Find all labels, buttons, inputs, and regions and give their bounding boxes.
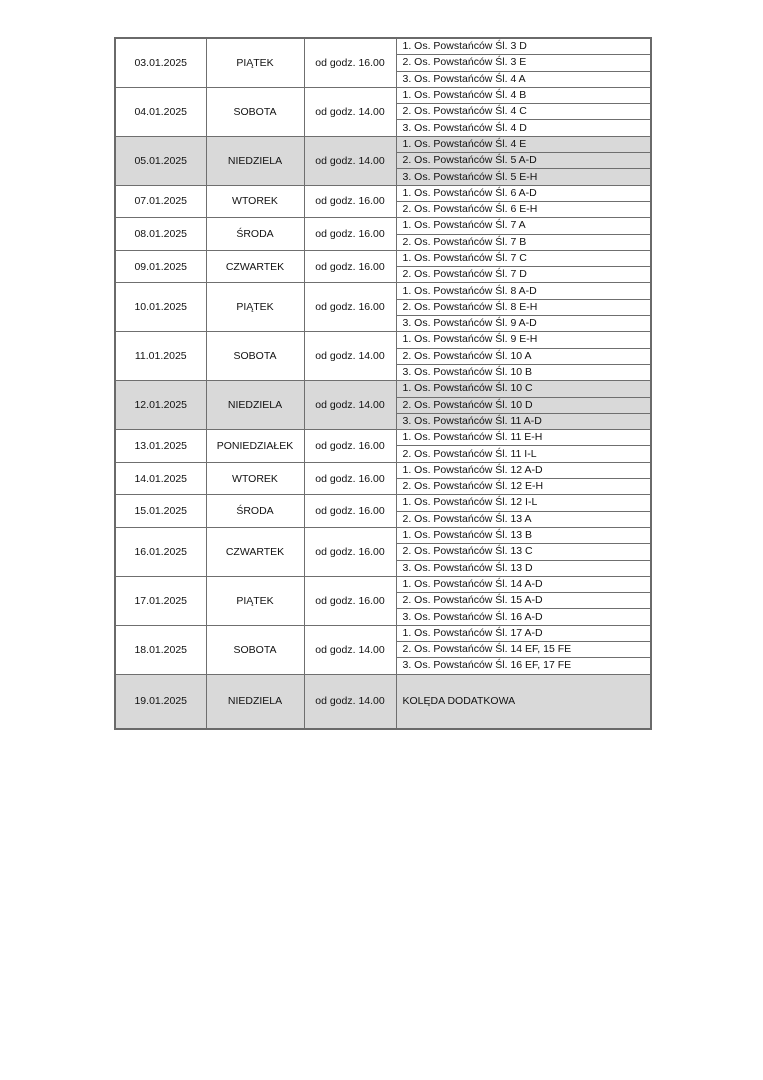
schedule-row: [115, 218, 651, 234]
visit-address: 1. Os. Powstańców Śl. 10 C: [396, 381, 651, 397]
visit-time: od godz. 16.00: [304, 218, 396, 251]
visit-address: 1. Os. Powstańców Śl. 8 A-D: [396, 283, 651, 299]
visit-weekday: CZWARTEK: [206, 250, 304, 283]
visit-date: 10.01.2025: [115, 283, 206, 332]
visit-time: od godz. 14.00: [304, 332, 396, 381]
visit-weekday: ŚRODA: [206, 218, 304, 251]
visit-address: 2. Os. Powstańców Śl. 14 EF, 15 FE: [396, 641, 651, 657]
visit-date: 05.01.2025: [115, 136, 206, 185]
visit-weekday: NIEDZIELA: [206, 674, 304, 729]
visit-weekday: SOBOTA: [206, 87, 304, 136]
visit-time: od godz. 14.00: [304, 381, 396, 430]
visit-address: 1. Os. Powstańców Śl. 9 E-H: [396, 332, 651, 348]
schedule-row: [115, 185, 651, 201]
visit-time: od godz. 16.00: [304, 430, 396, 463]
visit-address: 1. Os. Powstańców Śl. 6 A-D: [396, 185, 651, 201]
visit-address: KOLĘDA DODATKOWA: [396, 674, 651, 729]
visit-address: 2. Os. Powstańców Śl. 8 E-H: [396, 299, 651, 315]
visit-weekday: PIĄTEK: [206, 283, 304, 332]
visit-weekday: WTOREK: [206, 462, 304, 495]
visit-time: od godz. 16.00: [304, 38, 396, 87]
visit-date: 17.01.2025: [115, 576, 206, 625]
visit-address: 3. Os. Powstańców Śl. 16 EF, 17 FE: [396, 658, 651, 674]
visit-date: 15.01.2025: [115, 495, 206, 528]
visit-weekday: NIEDZIELA: [206, 381, 304, 430]
visit-address: 2. Os. Powstańców Śl. 5 A-D: [396, 153, 651, 169]
visit-time: od godz. 16.00: [304, 495, 396, 528]
visit-address: 2. Os. Powstańców Śl. 7 B: [396, 234, 651, 250]
visit-time: od godz. 16.00: [304, 462, 396, 495]
visit-weekday: SOBOTA: [206, 332, 304, 381]
visit-address: 1. Os. Powstańców Śl. 7 C: [396, 250, 651, 266]
visit-date: 13.01.2025: [115, 430, 206, 463]
visit-weekday: PIĄTEK: [206, 576, 304, 625]
visit-address: 3. Os. Powstańców Śl. 10 B: [396, 364, 651, 380]
visit-time: od godz. 16.00: [304, 527, 396, 576]
visit-time: od godz. 14.00: [304, 674, 396, 729]
visit-time: od godz. 16.00: [304, 185, 396, 218]
visit-address: 2. Os. Powstańców Śl. 11 I-L: [396, 446, 651, 462]
visit-date: 08.01.2025: [115, 218, 206, 251]
visit-address: 2. Os. Powstańców Śl. 10 A: [396, 348, 651, 364]
visit-time: od godz. 14.00: [304, 625, 396, 674]
schedule-row: [115, 576, 651, 592]
schedule-row: [115, 674, 651, 729]
schedule-row: [115, 38, 651, 55]
visit-weekday: ŚRODA: [206, 495, 304, 528]
visit-time: od godz. 16.00: [304, 576, 396, 625]
visit-address: 2. Os. Powstańców Śl. 13 A: [396, 511, 651, 527]
visit-time: od godz. 16.00: [304, 283, 396, 332]
schedule-row: [115, 430, 651, 446]
visit-date: 03.01.2025: [115, 38, 206, 87]
visit-date: 14.01.2025: [115, 462, 206, 495]
visit-address: 1. Os. Powstańców Śl. 7 A: [396, 218, 651, 234]
visit-address: 2. Os. Powstańców Śl. 4 C: [396, 104, 651, 120]
visit-date: 19.01.2025: [115, 674, 206, 729]
visit-address: 2. Os. Powstańców Śl. 10 D: [396, 397, 651, 413]
visit-weekday: PIĄTEK: [206, 38, 304, 87]
schedule-body: [115, 38, 651, 729]
visit-address: 2. Os. Powstańców Śl. 7 D: [396, 267, 651, 283]
schedule-row: [115, 87, 651, 103]
visit-weekday: SOBOTA: [206, 625, 304, 674]
visit-weekday: NIEDZIELA: [206, 136, 304, 185]
visit-address: 2. Os. Powstańców Śl. 12 E-H: [396, 479, 651, 495]
schedule-row: [115, 462, 651, 478]
visit-weekday: PONIEDZIAŁEK: [206, 430, 304, 463]
visit-address: 1. Os. Powstańców Śl. 12 I-L: [396, 495, 651, 511]
visit-address: 2. Os. Powstańców Śl. 13 C: [396, 544, 651, 560]
visit-address: 3. Os. Powstańców Śl. 5 E-H: [396, 169, 651, 185]
schedule-row: [115, 283, 651, 299]
visit-address: 3. Os. Powstańców Śl. 4 A: [396, 71, 651, 87]
schedule-row: [115, 625, 651, 641]
visit-weekday: CZWARTEK: [206, 527, 304, 576]
schedule-row: [115, 495, 651, 511]
visit-address: 1. Os. Powstańców Śl. 4 B: [396, 87, 651, 103]
visit-address: 1. Os. Powstańców Śl. 17 A-D: [396, 625, 651, 641]
schedule-row: [115, 527, 651, 543]
visit-address: 1. Os. Powstańców Śl. 12 A-D: [396, 462, 651, 478]
visit-date: 09.01.2025: [115, 250, 206, 283]
schedule-row: [115, 332, 651, 348]
visit-address: 3. Os. Powstańców Śl. 11 A-D: [396, 413, 651, 429]
visit-address: 2. Os. Powstańców Śl. 3 E: [396, 55, 651, 71]
visit-time: od godz. 16.00: [304, 250, 396, 283]
visit-address: 2. Os. Powstańców Śl. 6 E-H: [396, 201, 651, 217]
visit-address: 1. Os. Powstańców Śl. 13 B: [396, 527, 651, 543]
visit-address: 3. Os. Powstańców Śl. 9 A-D: [396, 316, 651, 332]
schedule-row: [115, 381, 651, 397]
visit-date: 11.01.2025: [115, 332, 206, 381]
visit-date: 04.01.2025: [115, 87, 206, 136]
schedule-row: [115, 250, 651, 266]
visit-time: od godz. 14.00: [304, 87, 396, 136]
visit-address: 3. Os. Powstańców Śl. 13 D: [396, 560, 651, 576]
visit-address: 2. Os. Powstańców Śl. 15 A-D: [396, 593, 651, 609]
visit-address: 1. Os. Powstańców Śl. 14 A-D: [396, 576, 651, 592]
schedule-table: [114, 37, 652, 730]
visit-date: 18.01.2025: [115, 625, 206, 674]
visit-address: 3. Os. Powstańców Śl. 4 D: [396, 120, 651, 136]
visit-address: 3. Os. Powstańców Śl. 16 A-D: [396, 609, 651, 625]
schedule-row: [115, 136, 651, 152]
visit-date: 12.01.2025: [115, 381, 206, 430]
visit-address: 1. Os. Powstańców Śl. 4 E: [396, 136, 651, 152]
visit-weekday: WTOREK: [206, 185, 304, 218]
visit-time: od godz. 14.00: [304, 136, 396, 185]
visit-date: 16.01.2025: [115, 527, 206, 576]
visit-date: 07.01.2025: [115, 185, 206, 218]
visit-address: 1. Os. Powstańców Śl. 3 D: [396, 38, 651, 55]
visit-address: 1. Os. Powstańców Śl. 11 E-H: [396, 430, 651, 446]
